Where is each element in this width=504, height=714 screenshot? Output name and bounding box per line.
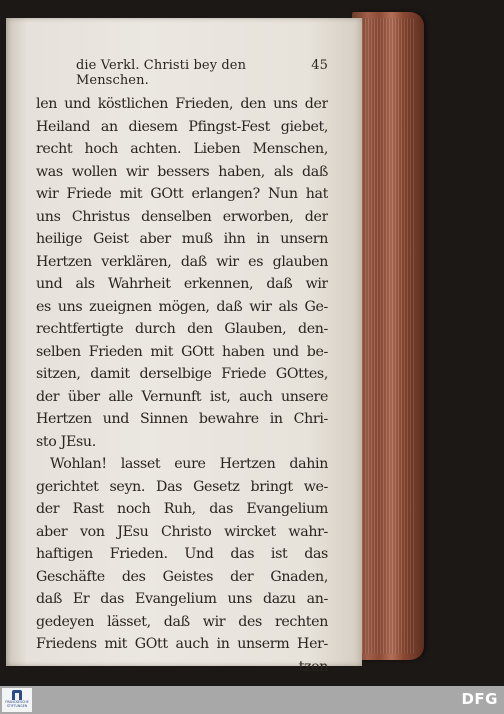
catchword: tzen bbox=[298, 658, 328, 675]
text-line: Friedens mit GOtt auch in unserm Her- bbox=[36, 636, 328, 652]
text-line: len und köstlichen Frieden, den uns der bbox=[36, 96, 328, 112]
text-line: Wohlan! lasset eure Hertzen dahin bbox=[50, 456, 328, 472]
text-line: gerichtet seyn. Das Gesetz bringt we- bbox=[36, 478, 328, 495]
text-line: aber von JEsu Christo wircket wahr- bbox=[36, 523, 328, 540]
page-header bbox=[76, 58, 328, 88]
text-line: gedeyen lässet, daß wir des rechten bbox=[36, 613, 328, 630]
text-line: Hertzen und Sinnen bewahre in Chri- bbox=[36, 411, 328, 427]
text-line: haftigen Frieden. Und das ist das bbox=[36, 546, 328, 562]
text-line: es uns zueignen mögen, daß wir als Ge- bbox=[36, 298, 328, 315]
text-line: der über alle Vernunft ist, auch unsere bbox=[36, 388, 328, 405]
text-line: und als Wahrheit erkennen, daß wir bbox=[36, 276, 328, 292]
text-line: daß Er das Evangelium uns dazu an- bbox=[36, 591, 328, 607]
text-line: uns Christus denselben erworben, der bbox=[36, 208, 328, 225]
text-line: sto JEsu. bbox=[36, 433, 96, 450]
text-line: Heiland an diesem Pfingst-Fest giebet, bbox=[36, 118, 328, 135]
dfg-logo[interactable]: DFG bbox=[461, 690, 498, 708]
text-block bbox=[36, 58, 328, 678]
page-number: 45 bbox=[311, 58, 328, 73]
viewer-footer bbox=[0, 686, 504, 714]
text-line: selben Frieden mit GOtt haben und be- bbox=[36, 343, 328, 360]
text-line: Hertzen verklären, daß wir es glauben bbox=[36, 253, 328, 270]
text-line: recht hoch achten. Lieben Menschen, bbox=[36, 141, 328, 157]
logo-text: FRANCKESCHE STIFTUNGEN bbox=[5, 700, 29, 708]
text-line: Geschäfte des Geistes der Gnaden, bbox=[36, 568, 328, 585]
text-line: was wollen wir bessers haben, als daß bbox=[36, 163, 328, 180]
building-icon bbox=[12, 690, 22, 700]
text-line: wir Friede mit GOtt erlangen? Nun hat bbox=[36, 186, 328, 202]
running-title: die Verkl. Christi bey den Menschen. bbox=[76, 58, 247, 88]
text-line: heilige Geist aber muß ihn in unsern bbox=[36, 231, 328, 247]
francke-logo[interactable] bbox=[2, 688, 32, 712]
text-line: rechtfertigte durch den Glauben, den- bbox=[36, 321, 328, 337]
book-page bbox=[6, 18, 362, 675]
text-line: sitzen, damit derselbige Friede GOttes, bbox=[36, 366, 328, 382]
page-edges bbox=[352, 12, 424, 660]
text-lines bbox=[36, 93, 328, 678]
text-line: der Rast noch Ruh, das Evangelium bbox=[36, 501, 328, 517]
